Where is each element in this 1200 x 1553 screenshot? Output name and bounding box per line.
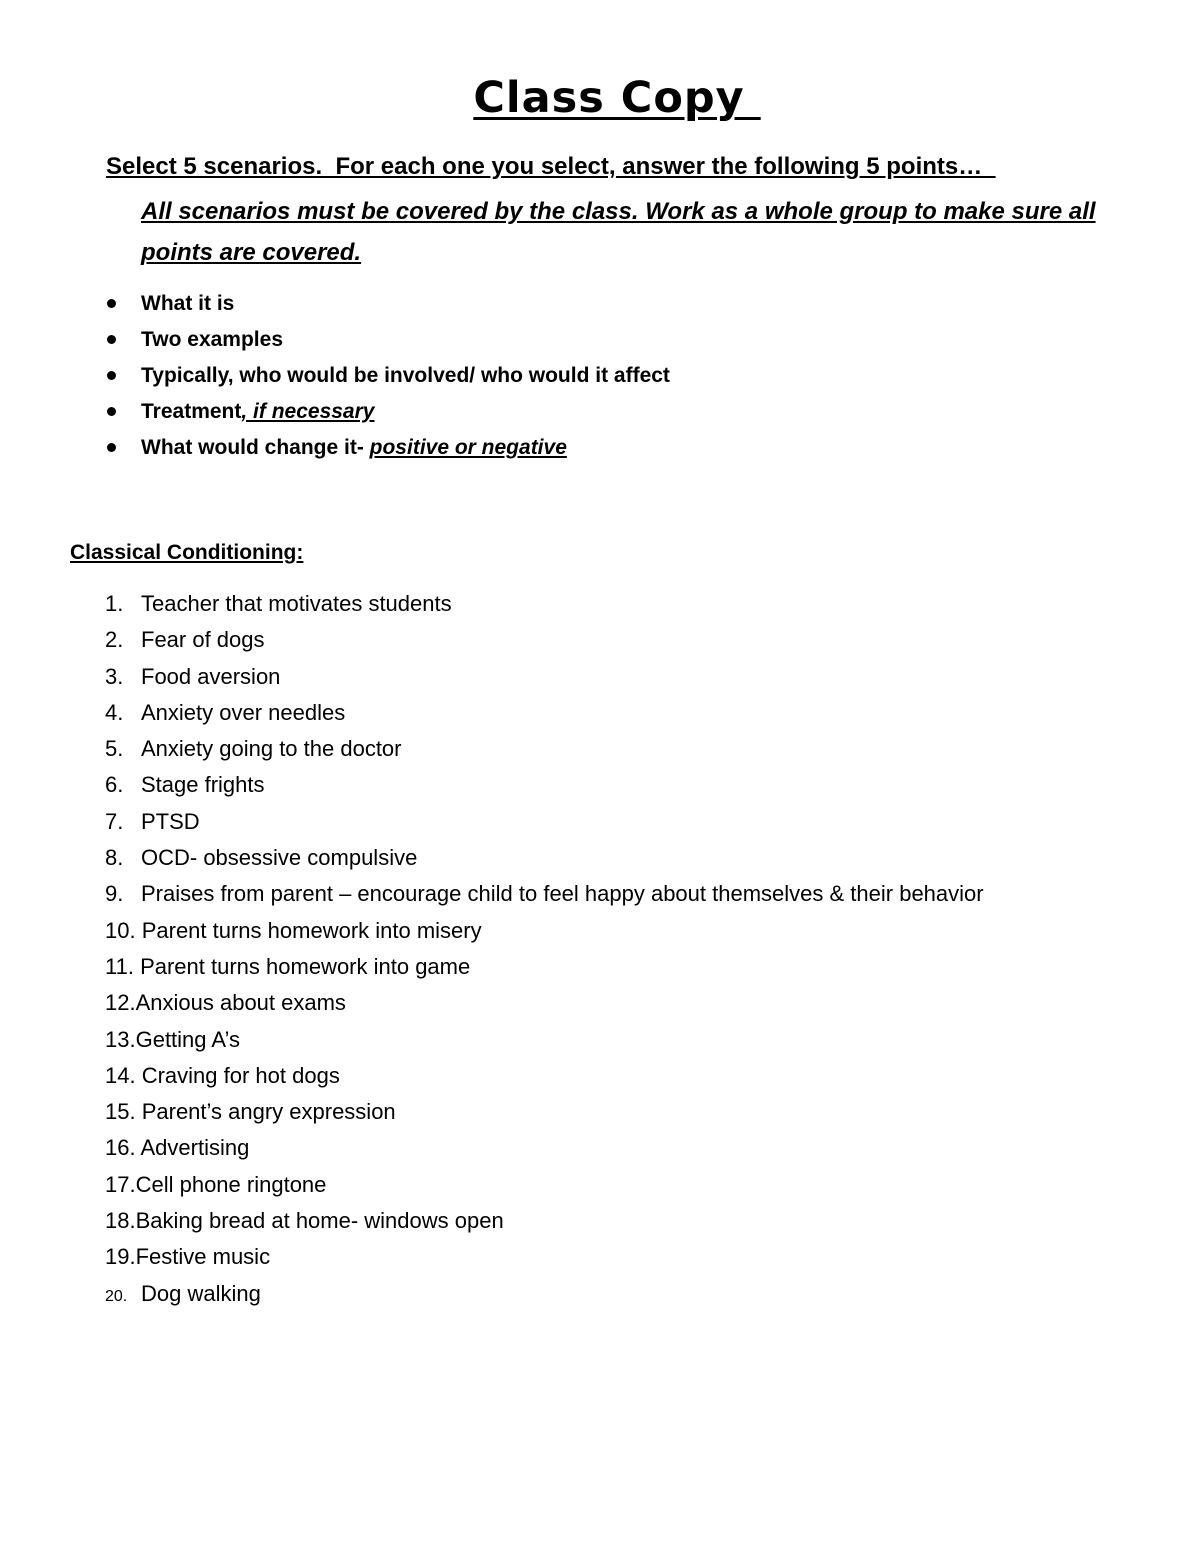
scenario-text: Baking bread at home- windows open <box>135 1208 504 1234</box>
scenario-item <box>105 1276 984 1312</box>
scenario-item <box>105 1022 984 1058</box>
scenario-text: Anxious about exams <box>135 990 346 1016</box>
scenario-number: 20. <box>105 1287 128 1305</box>
scenario-number: 8. <box>105 845 124 871</box>
scenario-item <box>105 913 984 949</box>
scenario-text: Praises from parent – encourage child to feel happy about themselves & their behavior <box>141 881 984 907</box>
scenario-text: Parent turns homework into game <box>133 953 471 979</box>
scenario-item <box>105 840 984 876</box>
scenario-text: PTSD <box>141 808 200 834</box>
scenario-number: 16. <box>105 1135 136 1161</box>
scenario-list <box>105 586 984 1312</box>
scenario-item <box>105 876 984 912</box>
scenario-text: Festive music <box>135 1244 271 1270</box>
scenario-number: 9. <box>105 881 124 907</box>
scenario-text: Parent’s angry expression <box>135 1099 396 1125</box>
scenario-number: 13. <box>105 1026 136 1052</box>
scenario-number: 4. <box>105 699 124 725</box>
point-emphasis: positive or negative <box>369 436 567 459</box>
point-item <box>105 286 670 322</box>
scenario-number: 17. <box>105 1171 136 1197</box>
scenario-item <box>105 586 984 622</box>
bullet-dot-icon <box>107 299 116 308</box>
bullet-dot-icon <box>107 335 116 344</box>
bullet-dot-icon <box>107 443 116 452</box>
point-item <box>105 430 670 466</box>
scenario-number: 19. <box>105 1244 136 1270</box>
scenario-text: Food aversion <box>141 663 281 689</box>
scenario-text: Cell phone ringtone <box>135 1171 327 1197</box>
bullet-dot-icon <box>107 407 116 416</box>
point-text: Treatment <box>141 400 242 423</box>
points-list <box>105 286 670 466</box>
scenario-item <box>105 659 984 695</box>
bullet-dot-icon <box>107 371 116 380</box>
scenario-item <box>105 1058 984 1094</box>
scenario-text: Advertising <box>135 1135 250 1161</box>
point-item <box>105 322 670 358</box>
scenario-item <box>105 622 984 658</box>
scenario-number: 15. <box>105 1099 136 1125</box>
scenario-number: 14. <box>105 1062 136 1088</box>
section-heading: Classical Conditioning: <box>70 541 304 564</box>
scenario-item <box>105 1094 984 1130</box>
scenario-text: Parent turns homework into misery <box>135 917 482 943</box>
point-item <box>105 358 670 394</box>
scenario-item <box>105 804 984 840</box>
point-emphasis: , if necessary <box>241 400 375 423</box>
scenario-item <box>105 1239 984 1275</box>
scenario-item <box>105 767 984 803</box>
scenario-item <box>105 1203 984 1239</box>
scenario-text: Getting A’s <box>135 1026 240 1052</box>
point-text: Two examples <box>141 328 283 351</box>
scenario-number: 5. <box>105 736 124 762</box>
instruction-emphasis-text: All scenarios must be covered by the class. Work as a whole group to make sure all points are covered. <box>141 198 1096 266</box>
scenario-text: OCD- obsessive compulsive <box>141 845 418 871</box>
scenario-item <box>105 1167 984 1203</box>
page-title-text: Class Copy <box>473 73 761 123</box>
scenario-number: 11. <box>105 953 134 979</box>
point-item <box>105 394 670 430</box>
scenario-text: Dog walking <box>141 1280 261 1306</box>
scenario-text: Anxiety going to the doctor <box>141 736 402 762</box>
scenario-item <box>105 985 984 1021</box>
scenario-item <box>105 949 984 985</box>
scenario-number: 7. <box>105 808 124 834</box>
scenario-number: 10. <box>105 917 136 943</box>
page-title <box>0 70 1200 126</box>
point-text: What would change it- <box>141 436 370 459</box>
scenario-number: 6. <box>105 772 124 798</box>
scenario-item <box>105 695 984 731</box>
scenario-text: Fear of dogs <box>141 627 265 653</box>
scenario-text: Craving for hot dogs <box>135 1062 340 1088</box>
scenario-item <box>105 731 984 767</box>
scenario-number: 3. <box>105 663 124 689</box>
scenario-number: 18. <box>105 1208 136 1234</box>
instruction-text: Select 5 scenarios. For each one you select, answer the following 5 points… <box>106 153 996 180</box>
scenario-text: Stage frights <box>141 772 265 798</box>
scenario-number: 2. <box>105 627 124 653</box>
point-text: What it is <box>141 292 235 315</box>
point-text: Typically, who would be involved/ who would it affect <box>141 364 670 387</box>
scenario-item <box>105 1130 984 1166</box>
scenario-text: Anxiety over needles <box>141 699 346 725</box>
scenario-text: Teacher that motivates students <box>141 591 452 616</box>
scenario-number: 12. <box>105 990 136 1016</box>
scenario-number: 1. <box>105 591 124 616</box>
